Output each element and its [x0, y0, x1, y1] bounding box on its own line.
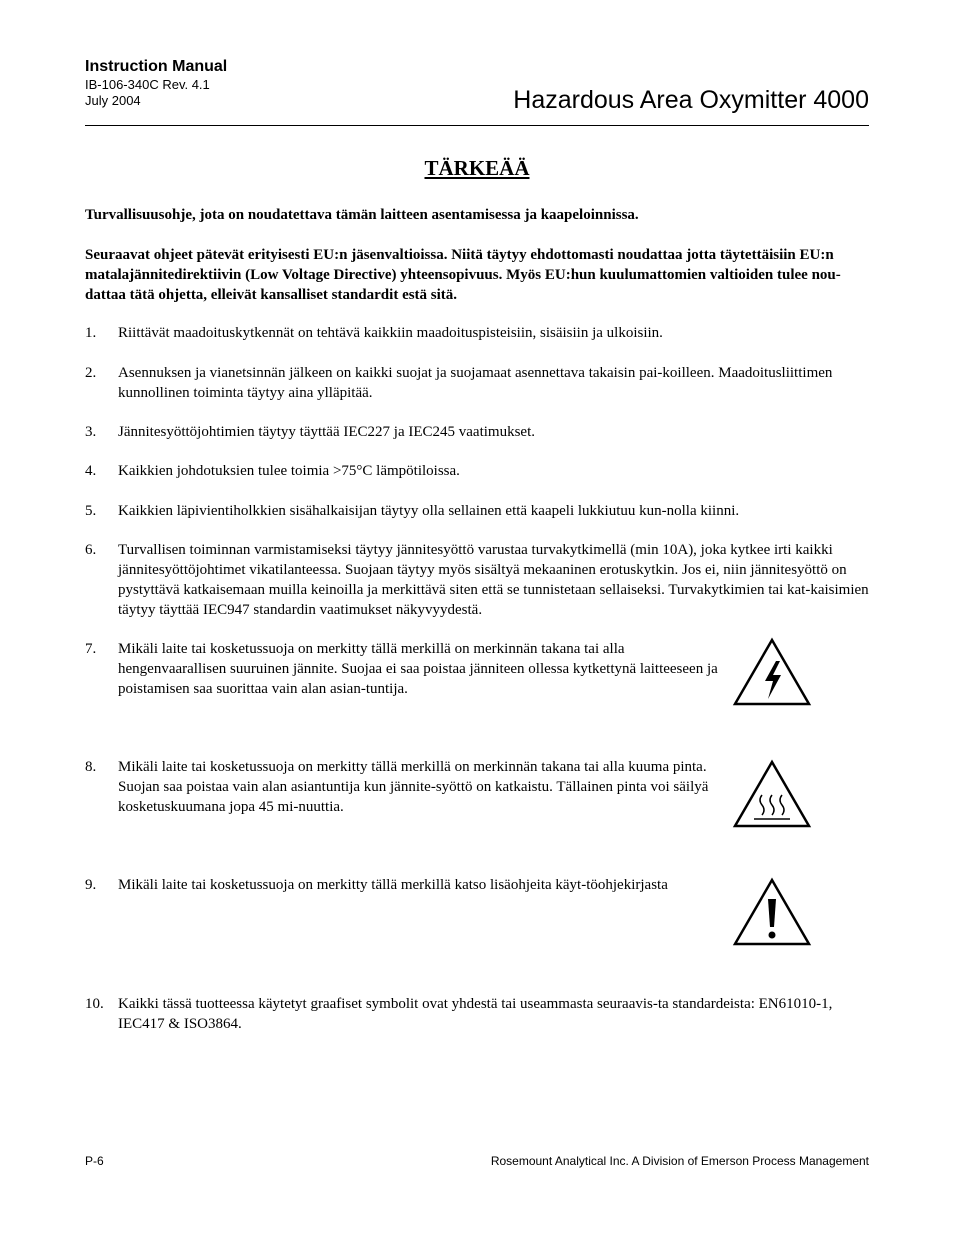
footer-company: Rosemount Analytical Inc. A Division of Emerson Process Management	[490, 1154, 869, 1168]
header-left	[85, 57, 227, 109]
intro-paragraph-2: Seuraavat ohjeet pätevät erityisesti EU:n jäsenvaltioissa. Niitä täytyy ehdottomasti noudattaa jotta täytettäisiin EU:n matalajännitedirektiivin (Low Voltage Directive) yhteensopivuus. Myös EU:hun kuulumattomien valtioiden tulee nou-dattaa tätä ohjetta, elleivät kansalliset standardit estä sitä.	[85, 247, 841, 303]
caution-warning-icon	[732, 877, 812, 947]
list-item-text: Kaikkien johdotuksien tulee toimia >75°C lämpötiloissa.	[118, 463, 460, 479]
list-item-number: 6.	[85, 542, 97, 558]
list-item-number: 10.	[85, 996, 104, 1012]
list-item-text: Mikäli laite tai kosketussuoja on merkitty tällä merkillä on merkinnän takana tai alla hengenvaarallisen suuruinen jännite. Suojaa ei saa poistaa jänniteen ollessa kytkettynä laitteeseen ja poistamisen saa suorittaa vain alan asian-tuntija.	[118, 641, 718, 697]
list-item-number: 8.	[85, 759, 97, 775]
intro-paragraph-1: Turvallisuusohje, jota on noudatettava tämän laitteen asentamisessa ja kaapeloinnissa.	[85, 207, 639, 223]
list-item-number: 2.	[85, 365, 97, 381]
list-item-text: Riittävät maadoituskytkennät on tehtävä kaikkiin maadoituspisteisiin, sisäisiin ja ulkoisiin.	[118, 325, 663, 341]
manual-label: Instruction Manual	[85, 58, 228, 75]
list-item-text: Turvallisen toiminnan varmistamiseksi täytyy jännitesyöttö varustaa turvakytkimellä (min 10A), joka kytkee irti kaikki jännitesyöttöjohtimet vikatilanteessa. Suojaan täytyy myös sisältyä mekaaninen erotuskytkin. Jos ei, niin jännitesyöttö on pystyttävä katkaisemaan muilla keinoilla ja merkittävä siten että se tunnistetaan sellaiseksi. Turvakytkimien tai kat-kaisimien täytyy täyttää IEC947 standardin vaatimukset näkyvyydestä.	[118, 542, 869, 618]
hot-surface-warning-icon	[732, 759, 812, 829]
product-title: Hazardous Area Oxymitter 4000	[513, 86, 869, 114]
list-item-number: 9.	[85, 877, 97, 893]
list-item-text: Kaikkien läpivientiholkkien sisähalkaisijan täytyy olla sellainen että kaapeli lukkiutuu kun-nolla kiinni.	[118, 503, 740, 519]
doc-date: July 2004	[85, 93, 141, 108]
page-number: P-6	[85, 1154, 104, 1168]
header-divider	[85, 125, 869, 126]
list-item-number: 7.	[85, 641, 97, 657]
list-item-text: Jännitesyöttöjohtimien täytyy täyttää IEC227 ja IEC245 vaatimukset.	[118, 424, 536, 440]
page-heading: TÄRKEÄÄ	[424, 156, 530, 180]
list-item-text: Mikäli laite tai kosketussuoja on merkitty tällä merkillä katso lisäohjeita käyt-töohjekirjasta	[118, 877, 668, 893]
doc-number: IB-106-340C Rev. 4.1	[85, 77, 210, 92]
list-item-number: 3.	[85, 424, 97, 440]
high-voltage-warning-icon	[732, 637, 812, 707]
list-item-number: 4.	[85, 463, 97, 479]
list-item-number: 1.	[85, 325, 97, 341]
list-item-text: Mikäli laite tai kosketussuoja on merkitty tällä merkillä on merkinnän takana tai alla kuuma pinta. Suojan saa poistaa vain alan asiantuntija kun jännite-syöttö on katkaistu. Tällainen pinta voi säilyä kosketuskuumana jopa 45 mi-nuuttia.	[118, 759, 709, 815]
list-item-text: Kaikki tässä tuotteessa käytetyt graafiset symbolit ovat yhdestä tai useammasta seuraavis-ta standardeista: EN61010-1, IEC417 & ISO3864.	[118, 996, 833, 1032]
list-item-text: Asennuksen ja vianetsinnän jälkeen on kaikki suojat ja suojamaat asennettava takaisin pai-koilleen. Maadoitusliittimen kunnollinen toiminta täytyy aina ylläpitää.	[118, 365, 833, 401]
list-item-number: 5.	[85, 503, 97, 519]
